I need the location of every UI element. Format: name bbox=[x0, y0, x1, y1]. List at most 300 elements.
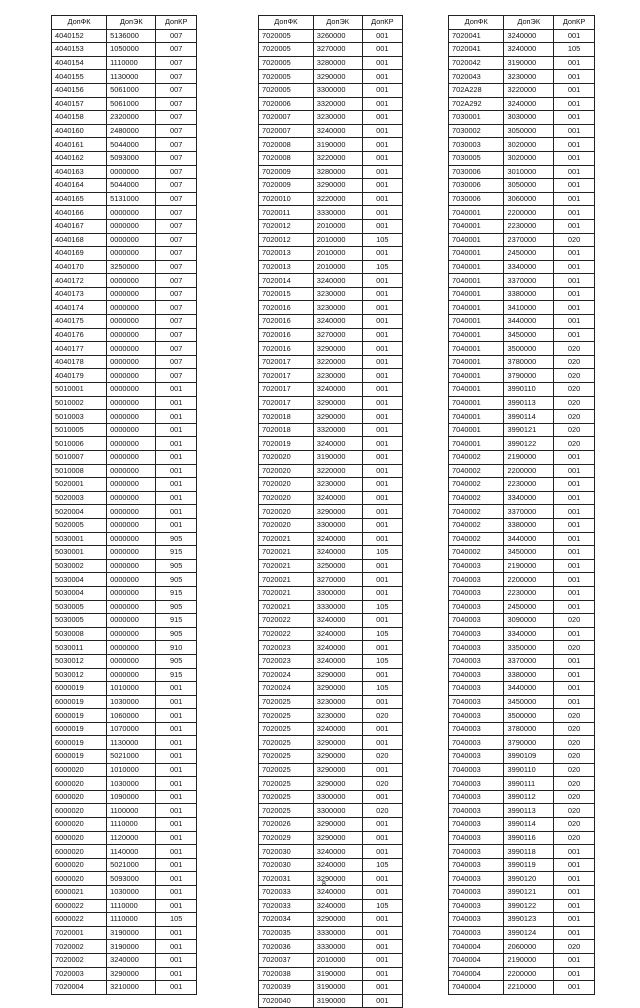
cell-dopek: 3990122 bbox=[504, 437, 554, 451]
cell-dopek: 3290000 bbox=[313, 763, 362, 777]
cell-dopfk: 7040002 bbox=[449, 478, 504, 492]
cell-dopek: 1010000 bbox=[107, 682, 156, 696]
table-row bbox=[259, 709, 403, 723]
table-row bbox=[449, 464, 595, 478]
cell-dopek: 0000000 bbox=[107, 614, 156, 628]
cell-dopfk: 4040155 bbox=[52, 70, 107, 84]
cell-dopfk: 5010002 bbox=[52, 396, 107, 410]
cell-dopek: 2320000 bbox=[107, 111, 156, 125]
cell-dopkr: 007 bbox=[156, 315, 197, 329]
cell-dopkr: 007 bbox=[156, 301, 197, 315]
cell-dopfk: 7040003 bbox=[449, 913, 504, 927]
cell-dopkr: 001 bbox=[554, 559, 595, 573]
cell-dopkr: 001 bbox=[554, 858, 595, 872]
table-row bbox=[52, 886, 197, 900]
cell-dopek: 3300000 bbox=[313, 518, 362, 532]
cell-dopkr: 001 bbox=[362, 614, 402, 628]
cell-dopek: 2370000 bbox=[504, 233, 554, 247]
cell-dopfk: 7020038 bbox=[259, 967, 314, 981]
cell-dopkr: 001 bbox=[362, 505, 402, 519]
cell-dopkr: 001 bbox=[554, 328, 595, 342]
cell-dopkr: 001 bbox=[362, 383, 402, 397]
cell-dopfk: 5030008 bbox=[52, 627, 107, 641]
cell-dopkr: 007 bbox=[156, 328, 197, 342]
cell-dopek: 1030000 bbox=[107, 695, 156, 709]
cell-dopek: 3990121 bbox=[504, 886, 554, 900]
cell-dopkr: 001 bbox=[554, 886, 595, 900]
cell-dopkr: 001 bbox=[362, 464, 402, 478]
cell-dopfk: 7030002 bbox=[449, 124, 504, 138]
cell-dopek: 0000000 bbox=[107, 518, 156, 532]
table-row bbox=[259, 831, 403, 845]
table-row bbox=[449, 790, 595, 804]
cell-dopkr: 001 bbox=[554, 179, 595, 193]
cell-dopek: 2450000 bbox=[504, 247, 554, 261]
cell-dopek: 0000000 bbox=[107, 546, 156, 560]
cell-dopkr: 007 bbox=[156, 274, 197, 288]
cell-dopfk: 7020009 bbox=[259, 165, 314, 179]
cell-dopfk: 7020005 bbox=[259, 29, 314, 43]
cell-dopek: 0000000 bbox=[107, 668, 156, 682]
cell-dopkr: 001 bbox=[554, 682, 595, 696]
table-row bbox=[259, 410, 403, 424]
table-row bbox=[259, 206, 403, 220]
cell-dopkr: 001 bbox=[156, 899, 197, 913]
cell-dopek: 3190000 bbox=[107, 940, 156, 954]
table-row bbox=[449, 695, 595, 709]
cell-dopkr: 007 bbox=[156, 287, 197, 301]
cell-dopfk: 7020002 bbox=[52, 940, 107, 954]
table-row bbox=[449, 478, 595, 492]
cell-dopfk: 7040002 bbox=[449, 532, 504, 546]
cell-dopek: 0000000 bbox=[107, 383, 156, 397]
cell-dopkr: 001 bbox=[362, 559, 402, 573]
cell-dopkr: 001 bbox=[156, 478, 197, 492]
cell-dopek: 3990116 bbox=[504, 831, 554, 845]
table-row bbox=[449, 750, 595, 764]
cell-dopek: 3990109 bbox=[504, 750, 554, 764]
table-row bbox=[449, 274, 595, 288]
cell-dopek: 3990123 bbox=[504, 913, 554, 927]
table-header-row bbox=[449, 16, 595, 30]
cell-dopkr: 105 bbox=[362, 233, 402, 247]
cell-dopkr: 001 bbox=[156, 505, 197, 519]
table-row bbox=[52, 668, 197, 682]
cell-dopkr: 001 bbox=[362, 831, 402, 845]
cell-dopkr: 020 bbox=[554, 736, 595, 750]
cell-dopfk: 7040003 bbox=[449, 804, 504, 818]
table-row bbox=[449, 818, 595, 832]
cell-dopkr: 001 bbox=[362, 111, 402, 125]
cell-dopkr: 001 bbox=[362, 491, 402, 505]
cell-dopek: 3280000 bbox=[313, 165, 362, 179]
cell-dopfk: 7020023 bbox=[259, 654, 314, 668]
cell-dopek: 0000000 bbox=[107, 219, 156, 233]
cell-dopek: 0000000 bbox=[107, 206, 156, 220]
cell-dopfk: 7040001 bbox=[449, 369, 504, 383]
cell-dopfk: 7020025 bbox=[259, 763, 314, 777]
cell-dopfk: 7020008 bbox=[259, 138, 314, 152]
table-row bbox=[259, 627, 403, 641]
cell-dopek: 1010000 bbox=[107, 763, 156, 777]
cell-dopkr: 020 bbox=[554, 790, 595, 804]
table-row bbox=[259, 111, 403, 125]
cell-dopfk: 7040001 bbox=[449, 342, 504, 356]
cell-dopfk: 6000019 bbox=[52, 682, 107, 696]
cell-dopek: 3990113 bbox=[504, 396, 554, 410]
cell-dopfk: 7020017 bbox=[259, 355, 314, 369]
cell-dopek: 3440000 bbox=[504, 682, 554, 696]
table-row bbox=[52, 478, 197, 492]
cell-dopek: 2010000 bbox=[313, 260, 362, 274]
cell-dopfk: 7040003 bbox=[449, 831, 504, 845]
cell-dopkr: 001 bbox=[362, 722, 402, 736]
table-row bbox=[449, 518, 595, 532]
header-dopkr: ДопКР bbox=[362, 16, 402, 30]
cell-dopkr: 007 bbox=[156, 70, 197, 84]
table-row bbox=[259, 546, 403, 560]
cell-dopkr: 905 bbox=[156, 600, 197, 614]
cell-dopkr: 001 bbox=[554, 926, 595, 940]
cell-dopek: 3990121 bbox=[504, 423, 554, 437]
cell-dopkr: 001 bbox=[156, 491, 197, 505]
cell-dopfk: 7040002 bbox=[449, 546, 504, 560]
cell-dopek: 0000000 bbox=[107, 274, 156, 288]
cell-dopfk: 7020001 bbox=[52, 926, 107, 940]
table-row bbox=[52, 97, 197, 111]
table-row bbox=[259, 926, 403, 940]
cell-dopfk: 4040157 bbox=[52, 97, 107, 111]
cell-dopkr: 001 bbox=[156, 695, 197, 709]
cell-dopek: 1110000 bbox=[107, 56, 156, 70]
cell-dopkr: 001 bbox=[554, 165, 595, 179]
cell-dopkr: 001 bbox=[554, 546, 595, 560]
cell-dopek: 2200000 bbox=[504, 967, 554, 981]
cell-dopek: 2210000 bbox=[504, 981, 554, 995]
cell-dopkr: 001 bbox=[362, 138, 402, 152]
cell-dopfk: 7040003 bbox=[449, 858, 504, 872]
cell-dopfk: 7020043 bbox=[449, 70, 504, 84]
cell-dopek: 3270000 bbox=[313, 43, 362, 57]
cell-dopek: 3330000 bbox=[313, 940, 362, 954]
cell-dopfk: 5010005 bbox=[52, 423, 107, 437]
cell-dopfk: 4040153 bbox=[52, 43, 107, 57]
page-number: 8 bbox=[322, 881, 326, 888]
cell-dopek: 3330000 bbox=[313, 206, 362, 220]
cell-dopek: 0000000 bbox=[107, 437, 156, 451]
cell-dopkr: 105 bbox=[362, 546, 402, 560]
table-row bbox=[52, 423, 197, 437]
cell-dopfk: 6000019 bbox=[52, 736, 107, 750]
cell-dopek: 3990124 bbox=[504, 926, 554, 940]
cell-dopfk: 4040169 bbox=[52, 247, 107, 261]
cell-dopkr: 007 bbox=[156, 151, 197, 165]
table-row bbox=[259, 940, 403, 954]
cell-dopfk: 7040004 bbox=[449, 967, 504, 981]
cell-dopfk: 7040001 bbox=[449, 206, 504, 220]
cell-dopkr: 020 bbox=[554, 763, 595, 777]
cell-dopkr: 001 bbox=[362, 369, 402, 383]
cell-dopkr: 001 bbox=[156, 926, 197, 940]
table-row bbox=[259, 260, 403, 274]
table-row bbox=[52, 804, 197, 818]
cell-dopkr: 105 bbox=[362, 627, 402, 641]
cell-dopek: 3190000 bbox=[313, 967, 362, 981]
cell-dopkr: 905 bbox=[156, 627, 197, 641]
cell-dopkr: 001 bbox=[554, 600, 595, 614]
cell-dopfk: 7040001 bbox=[449, 260, 504, 274]
cell-dopkr: 001 bbox=[362, 953, 402, 967]
cell-dopfk: 5030004 bbox=[52, 573, 107, 587]
table-row bbox=[449, 70, 595, 84]
cell-dopkr: 001 bbox=[362, 247, 402, 261]
header-dopek: ДопЭК bbox=[313, 16, 362, 30]
cell-dopek: 0000000 bbox=[107, 641, 156, 655]
cell-dopkr: 001 bbox=[554, 872, 595, 886]
table-row bbox=[449, 179, 595, 193]
cell-dopek: 3240000 bbox=[107, 953, 156, 967]
header-dopkr: ДопКР bbox=[156, 16, 197, 30]
table-right bbox=[448, 15, 595, 995]
table-row bbox=[259, 451, 403, 465]
cell-dopek: 3330000 bbox=[313, 600, 362, 614]
cell-dopfk: 7020018 bbox=[259, 410, 314, 424]
cell-dopek: 3230000 bbox=[313, 111, 362, 125]
cell-dopfk: 7020020 bbox=[259, 491, 314, 505]
cell-dopek: 0000000 bbox=[107, 165, 156, 179]
cell-dopek: 3290000 bbox=[313, 505, 362, 519]
table-row bbox=[449, 546, 595, 560]
table-row bbox=[259, 818, 403, 832]
cell-dopfk: 4040164 bbox=[52, 179, 107, 193]
cell-dopkr: 020 bbox=[554, 777, 595, 791]
header-dopfk: ДопФК bbox=[449, 16, 504, 30]
cell-dopek: 2230000 bbox=[504, 586, 554, 600]
cell-dopkr: 001 bbox=[156, 383, 197, 397]
cell-dopkr: 001 bbox=[156, 872, 197, 886]
cell-dopek: 3030000 bbox=[504, 111, 554, 125]
cell-dopkr: 007 bbox=[156, 83, 197, 97]
cell-dopek: 0000000 bbox=[107, 654, 156, 668]
cell-dopek: 3210000 bbox=[107, 981, 156, 995]
cell-dopkr: 020 bbox=[554, 355, 595, 369]
cell-dopek: 3990111 bbox=[504, 777, 554, 791]
cell-dopfk: 7020017 bbox=[259, 396, 314, 410]
table-row bbox=[259, 899, 403, 913]
cell-dopkr: 905 bbox=[156, 654, 197, 668]
cell-dopek: 0000000 bbox=[107, 600, 156, 614]
cell-dopfk: 7020021 bbox=[259, 573, 314, 587]
table-row bbox=[259, 586, 403, 600]
cell-dopek: 3370000 bbox=[504, 654, 554, 668]
cell-dopkr: 001 bbox=[362, 763, 402, 777]
cell-dopfk: 7040003 bbox=[449, 627, 504, 641]
cell-dopek: 3220000 bbox=[313, 192, 362, 206]
cell-dopfk: 4040178 bbox=[52, 355, 107, 369]
cell-dopkr: 915 bbox=[156, 614, 197, 628]
cell-dopek: 3190000 bbox=[313, 981, 362, 995]
cell-dopfk: 7020025 bbox=[259, 736, 314, 750]
cell-dopek: 3300000 bbox=[313, 586, 362, 600]
cell-dopfk: 7020016 bbox=[259, 301, 314, 315]
cell-dopek: 3240000 bbox=[313, 641, 362, 655]
cell-dopkr: 001 bbox=[554, 981, 595, 995]
cell-dopkr: 001 bbox=[554, 654, 595, 668]
table-row bbox=[449, 804, 595, 818]
table-row bbox=[259, 750, 403, 764]
cell-dopfk: 7020007 bbox=[259, 124, 314, 138]
cell-dopek: 3990120 bbox=[504, 872, 554, 886]
cell-dopfk: 7040001 bbox=[449, 274, 504, 288]
cell-dopkr: 001 bbox=[554, 29, 595, 43]
cell-dopek: 0000000 bbox=[107, 586, 156, 600]
table-row bbox=[259, 478, 403, 492]
cell-dopfk: 7040001 bbox=[449, 328, 504, 342]
cell-dopfk: 7020008 bbox=[259, 151, 314, 165]
table-row bbox=[259, 790, 403, 804]
table-row bbox=[52, 736, 197, 750]
header-dopfk: ДопФК bbox=[259, 16, 314, 30]
cell-dopkr: 001 bbox=[554, 260, 595, 274]
cell-dopek: 3190000 bbox=[107, 926, 156, 940]
cell-dopkr: 020 bbox=[362, 750, 402, 764]
cell-dopkr: 001 bbox=[362, 981, 402, 995]
cell-dopfk: 7020013 bbox=[259, 260, 314, 274]
table-row bbox=[52, 614, 197, 628]
cell-dopkr: 020 bbox=[554, 396, 595, 410]
table-row bbox=[449, 124, 595, 138]
cell-dopek: 5093000 bbox=[107, 872, 156, 886]
cell-dopek: 3290000 bbox=[313, 736, 362, 750]
cell-dopfk: 5010003 bbox=[52, 410, 107, 424]
table-row bbox=[449, 953, 595, 967]
cell-dopkr: 001 bbox=[362, 872, 402, 886]
cell-dopfk: 7020020 bbox=[259, 505, 314, 519]
cell-dopfk: 4040166 bbox=[52, 206, 107, 220]
cell-dopfk: 5010008 bbox=[52, 464, 107, 478]
cell-dopkr: 001 bbox=[554, 219, 595, 233]
table-row bbox=[259, 953, 403, 967]
cell-dopkr: 007 bbox=[156, 355, 197, 369]
table-row bbox=[259, 437, 403, 451]
table-row bbox=[259, 668, 403, 682]
cell-dopek: 2190000 bbox=[504, 559, 554, 573]
table-row bbox=[449, 967, 595, 981]
table-row bbox=[52, 410, 197, 424]
table-row bbox=[259, 165, 403, 179]
cell-dopfk: 7020016 bbox=[259, 328, 314, 342]
cell-dopek: 3220000 bbox=[313, 151, 362, 165]
cell-dopkr: 007 bbox=[156, 192, 197, 206]
cell-dopfk: 5030004 bbox=[52, 586, 107, 600]
cell-dopek: 1110000 bbox=[107, 899, 156, 913]
cell-dopfk: 7020020 bbox=[259, 478, 314, 492]
table-row bbox=[52, 206, 197, 220]
cell-dopfk: 6000020 bbox=[52, 777, 107, 791]
cell-dopfk: 7040003 bbox=[449, 695, 504, 709]
cell-dopfk: 7040003 bbox=[449, 668, 504, 682]
cell-dopkr: 020 bbox=[362, 777, 402, 791]
cell-dopek: 3450000 bbox=[504, 546, 554, 560]
cell-dopfk: 4040170 bbox=[52, 260, 107, 274]
cell-dopfk: 5030001 bbox=[52, 532, 107, 546]
cell-dopfk: 6000020 bbox=[52, 818, 107, 832]
table-row bbox=[52, 451, 197, 465]
table-row bbox=[52, 654, 197, 668]
table-row bbox=[449, 532, 595, 546]
cell-dopkr: 001 bbox=[554, 451, 595, 465]
cell-dopkr: 001 bbox=[362, 913, 402, 927]
cell-dopek: 0000000 bbox=[107, 287, 156, 301]
cell-dopek: 5021000 bbox=[107, 750, 156, 764]
cell-dopkr: 001 bbox=[362, 83, 402, 97]
cell-dopek: 3290000 bbox=[313, 179, 362, 193]
table-row bbox=[259, 518, 403, 532]
cell-dopek: 3990118 bbox=[504, 845, 554, 859]
cell-dopfk: 7020025 bbox=[259, 777, 314, 791]
table-row bbox=[449, 926, 595, 940]
cell-dopfk: 7020007 bbox=[259, 111, 314, 125]
table-row bbox=[52, 546, 197, 560]
cell-dopek: 3020000 bbox=[504, 138, 554, 152]
cell-dopkr: 001 bbox=[554, 478, 595, 492]
table-row bbox=[449, 396, 595, 410]
cell-dopkr: 001 bbox=[362, 355, 402, 369]
cell-dopek: 2200000 bbox=[504, 464, 554, 478]
table-row bbox=[449, 709, 595, 723]
cell-dopfk: 7020033 bbox=[259, 899, 314, 913]
cell-dopfk: 7040003 bbox=[449, 682, 504, 696]
cell-dopek: 5131000 bbox=[107, 192, 156, 206]
header-dopfk: ДопФК bbox=[52, 16, 107, 30]
cell-dopkr: 001 bbox=[554, 111, 595, 125]
cell-dopkr: 001 bbox=[156, 396, 197, 410]
table-row bbox=[52, 165, 197, 179]
cell-dopek: 3240000 bbox=[313, 274, 362, 288]
cell-dopfk: 7020018 bbox=[259, 423, 314, 437]
cell-dopfk: 5020003 bbox=[52, 491, 107, 505]
cell-dopek: 2010000 bbox=[313, 247, 362, 261]
cell-dopfk: 6000020 bbox=[52, 831, 107, 845]
cell-dopek: 2200000 bbox=[504, 206, 554, 220]
table-row bbox=[449, 845, 595, 859]
cell-dopkr: 007 bbox=[156, 111, 197, 125]
table-row bbox=[259, 43, 403, 57]
cell-dopkr: 001 bbox=[362, 451, 402, 465]
cell-dopek: 3320000 bbox=[313, 423, 362, 437]
cell-dopkr: 105 bbox=[362, 858, 402, 872]
table-row bbox=[259, 981, 403, 995]
cell-dopfk: 7030006 bbox=[449, 192, 504, 206]
table-row bbox=[449, 355, 595, 369]
cell-dopkr: 001 bbox=[362, 301, 402, 315]
cell-dopkr: 007 bbox=[156, 97, 197, 111]
table-row bbox=[52, 872, 197, 886]
table-row bbox=[52, 750, 197, 764]
table-row bbox=[52, 43, 197, 57]
cell-dopfk: 702A292 bbox=[449, 97, 504, 111]
table-row bbox=[52, 247, 197, 261]
table-row bbox=[449, 981, 595, 995]
table-row bbox=[52, 818, 197, 832]
cell-dopkr: 001 bbox=[156, 831, 197, 845]
cell-dopek: 3990119 bbox=[504, 858, 554, 872]
cell-dopek: 1030000 bbox=[107, 777, 156, 791]
cell-dopek: 3290000 bbox=[313, 872, 362, 886]
cell-dopkr: 007 bbox=[156, 260, 197, 274]
cell-dopek: 3990122 bbox=[504, 899, 554, 913]
cell-dopek: 3330000 bbox=[313, 926, 362, 940]
